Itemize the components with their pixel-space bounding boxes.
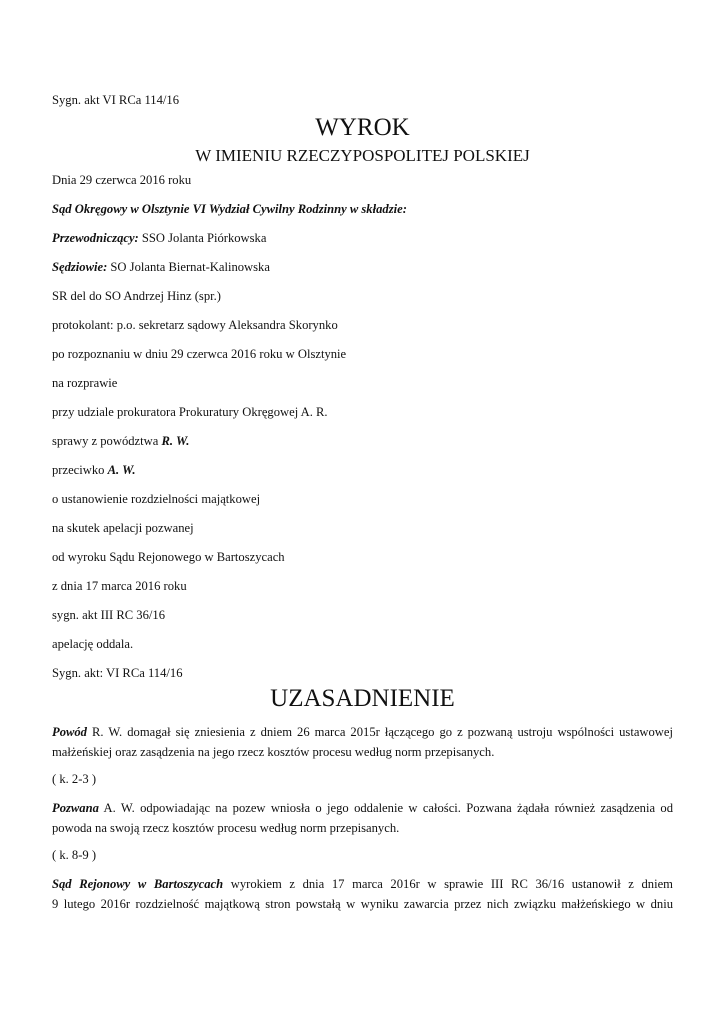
lower-court-label: Sąd Rejonowy w Bartoszycach — [52, 877, 224, 891]
clerk-line: protokolant: p.o. sekretarz sądowy Aleksandra Skorynko — [52, 318, 338, 332]
document-subtitle: W IMIENIU RZECZYPOSPOLITEJ POLSKIEJ — [195, 146, 530, 165]
lower-court-date: z dnia 17 marca 2016 roku — [52, 579, 187, 593]
defendant-prefix: przeciwko — [52, 463, 108, 477]
judge-second: SR del do SO Andrzej Hinz (spr.) — [52, 289, 221, 303]
defendant-text-1: A. W. odpowiadając na pozew wniosła o jego oddalenie w całości. Pozwana żądała również zasądzenia od — [98, 801, 673, 815]
prosecutor-line: przy udziale prokuratora Prokuratury Okręgowej A. R. — [52, 405, 328, 419]
plaintiff-label: Powód — [52, 725, 87, 739]
lower-court-line: od wyroku Sądu Rejonowego w Bartoszycach — [52, 550, 285, 564]
plaintiff-text-2: małżeńskiej oraz zasądzenia na jego rzecz kosztów procesu według norm przepisanych. — [52, 745, 495, 759]
defendant-label: Pozwana — [52, 801, 99, 815]
court-name: Sąd Okręgowy w Olsztynie VI Wydział Cywilny Rodzinny w składzie: — [52, 202, 407, 216]
document-title: WYROK — [315, 114, 410, 141]
case-signature-bottom: Sygn. akt: VI RCa 114/16 — [52, 666, 183, 680]
justification-title: UZASADNIENIE — [270, 685, 455, 712]
judges-line — [52, 257, 270, 277]
plaintiff-text-1: R. W. domagał się zniesienia z dniem 26 marca 2015r łączącego go z pozwaną ustroju wspólności ustawowej — [86, 725, 673, 739]
plaintiff-name: R. W. — [161, 434, 190, 448]
lower-court-text-1: wyrokiem z dnia 17 marca 2016r w sprawie III RC 36/16 ustanowił z dniem — [223, 877, 673, 891]
reference-2: ( k. 8-9 ) — [52, 848, 97, 862]
paragraph-line — [52, 798, 673, 818]
lower-court-text-2: 9 lutego 2016r rozdzielność majątkową stron powstałą w wyniku zawarcia przez nich związku małżeńskiego w dniu — [52, 897, 673, 911]
session-line: na rozprawie — [52, 376, 118, 390]
ruling-line: apelację oddala. — [52, 637, 134, 651]
plaintiff-line — [52, 431, 189, 451]
lower-court-signature: sygn. akt III RC 36/16 — [52, 608, 165, 622]
paragraph-line — [52, 722, 673, 742]
defendant-text-2: powoda na swoją rzecz kosztów procesu według norm przepisanych. — [52, 821, 400, 835]
judgment-date: Dnia 29 czerwca 2016 roku — [52, 173, 192, 187]
plaintiff-prefix: sprawy z powództwa — [52, 434, 162, 448]
reference-1: ( k. 2-3 ) — [52, 772, 97, 786]
chair-value: SSO Jolanta Piórkowska — [138, 231, 267, 245]
chair-line — [52, 228, 266, 248]
paragraph-plaintiff — [52, 722, 673, 762]
defendant-name: A. W. — [107, 463, 136, 477]
paragraph-defendant — [52, 798, 673, 838]
paragraph-lower-court — [52, 874, 673, 914]
case-signature-top: Sygn. akt VI RCa 114/16 — [52, 93, 179, 107]
judges-value: SO Jolanta Biernat-Kalinowska — [107, 260, 270, 274]
subject-line: o ustanowienie rozdzielności majątkowej — [52, 492, 261, 506]
paragraph-line — [52, 874, 673, 894]
defendant-line — [52, 460, 136, 480]
judges-label: Sędziowie: — [52, 260, 108, 274]
hearing-line: po rozpoznaniu w dniu 29 czerwca 2016 roku w Olsztynie — [52, 347, 347, 361]
appeal-line: na skutek apelacji pozwanej — [52, 521, 194, 535]
chair-label: Przewodniczący: — [52, 231, 139, 245]
